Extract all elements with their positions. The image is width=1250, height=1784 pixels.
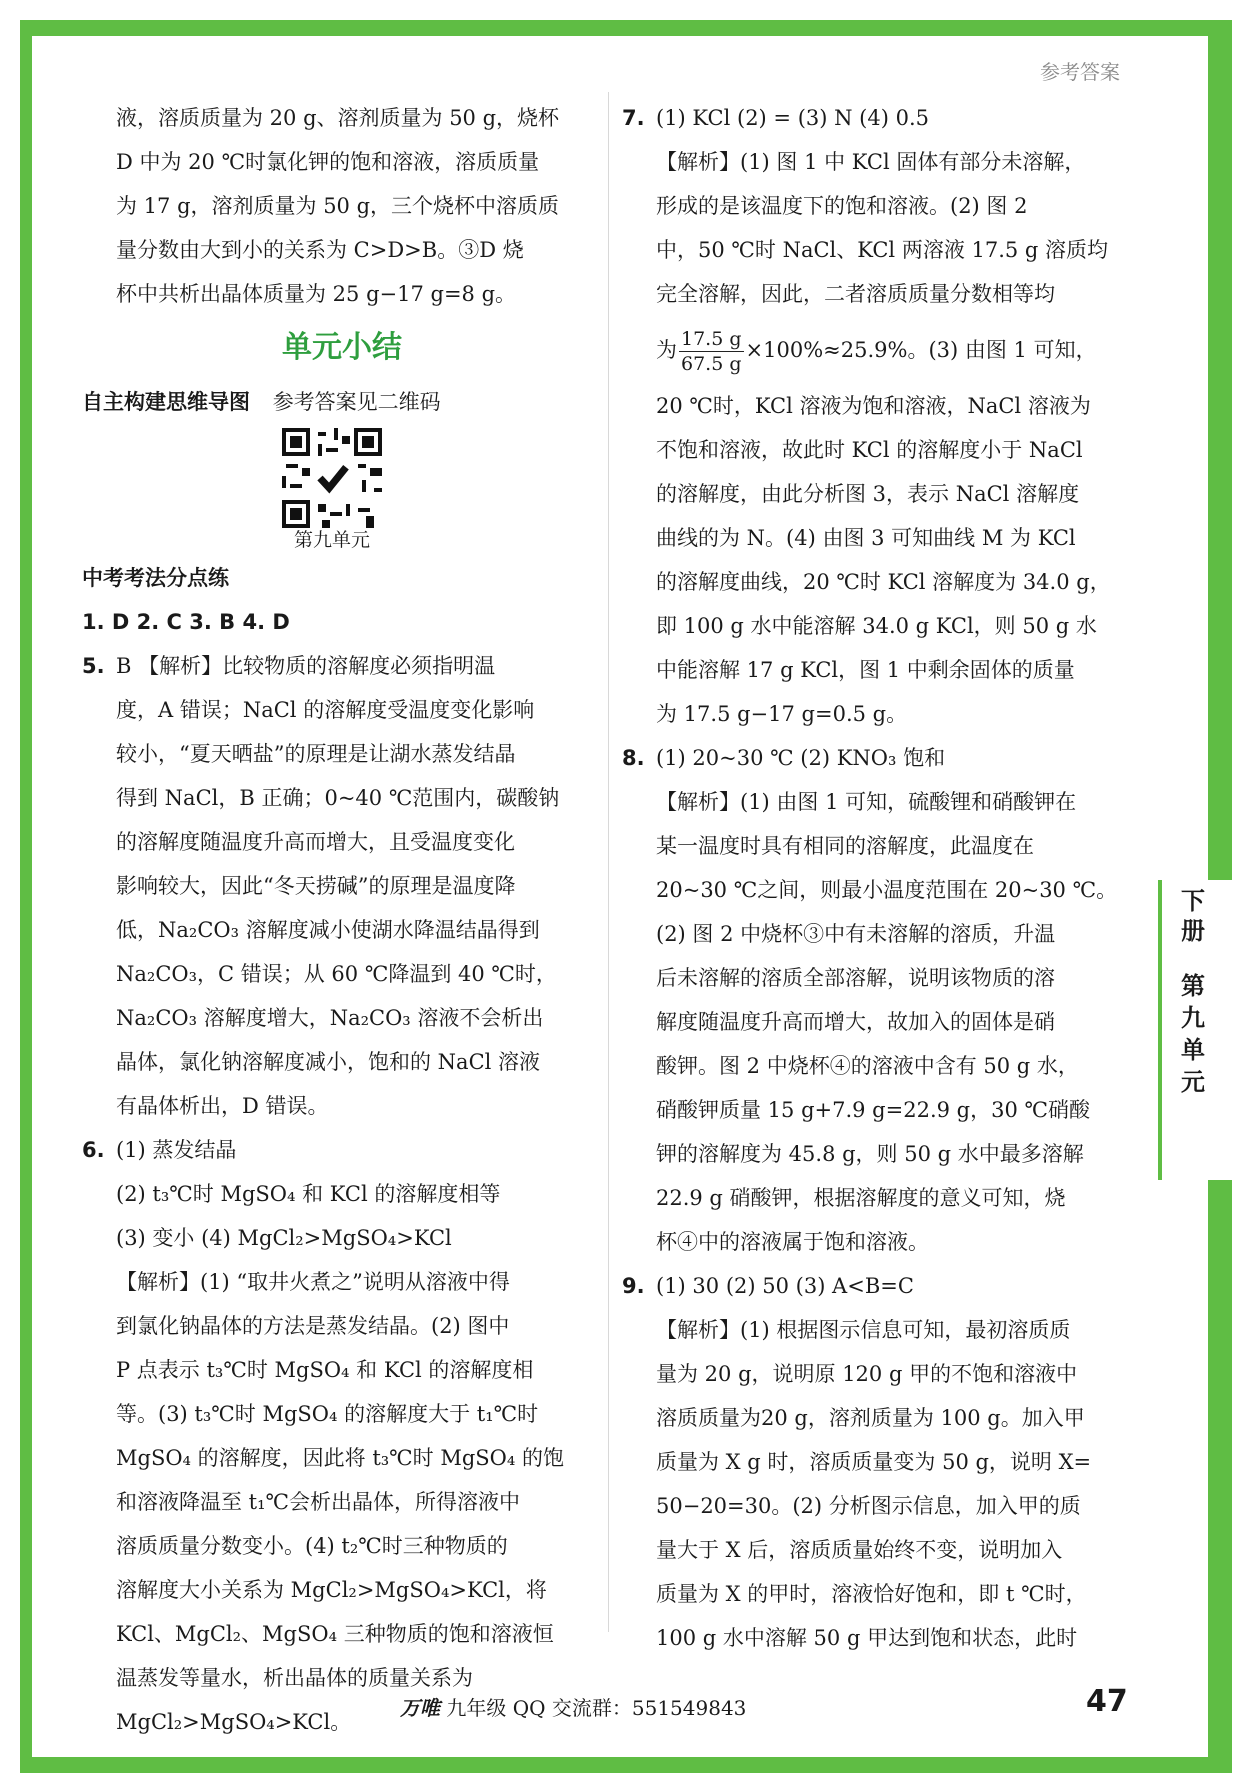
text-line: Na₂CO₃，C 错误；从 60 ℃降温到 40 ℃时， — [116, 962, 557, 986]
frame-top-border — [20, 20, 1232, 36]
text-line: 100 g 水中溶解 50 g 甲达到饱和状态，此时 — [656, 1626, 1078, 1650]
text-line: 量大于 X 后，溶质质量始终不变，说明加入 — [656, 1538, 1063, 1562]
q7-answer-line — [622, 96, 1142, 140]
text-line: 【解析】(1) 图 1 中 KCl 固体有部分未溶解， — [656, 150, 1086, 174]
text-line: 20~30 ℃之间，则最小温度范围在 20~30 ℃。 — [656, 878, 1118, 902]
text-line: 【解析】(1) 由图 1 可知，硫酸锂和硝酸钾在 — [656, 790, 1077, 814]
q5-first-line — [82, 644, 602, 688]
text-line: 中，50 ℃时 NaCl、KCl 两溶液 17.5 g 溶质均 — [656, 238, 1109, 262]
answer-text: (1) 20~30 ℃ (2) KNO₃ 饱和 — [656, 746, 946, 770]
right-column — [622, 96, 1142, 1660]
q9-answer-line — [622, 1264, 1142, 1308]
text-line: 即 100 g 水中能溶解 34.0 g KCl，则 50 g 水 — [656, 614, 1097, 638]
text-line: 温蒸发等量水，析出晶体的质量关系为 — [116, 1666, 473, 1690]
text-line: 中能溶解 17 g KCl，图 1 中剩余固体的质量 — [656, 658, 1075, 682]
footer — [400, 1692, 746, 1721]
text-line: 为 17.5 g−17 g=0.5 g。 — [656, 702, 908, 726]
text-line: 影响较大，因此“冬天捞碱”的原理是温度降 — [116, 874, 516, 898]
text-line: 的溶解度曲线，20 ℃时 KCl 溶解度为 34.0 g， — [656, 570, 1111, 594]
side-char: 元 — [1181, 1068, 1205, 1096]
text-line: 溶质质量分数变小。(4) t₂℃时三种物质的 — [116, 1534, 508, 1558]
footer-brand: 万唯 — [400, 1696, 440, 1720]
text-line: 晶体，氯化钠溶解度减小，饱和的 NaCl 溶液 — [116, 1050, 541, 1074]
mind-map-label: 自主构建思维导图 — [82, 390, 250, 414]
text-line: 液，溶质质量为 20 g、溶剂质量为 50 g，烧杯 — [116, 106, 560, 130]
text-line: 为 17 g，溶剂质量为 50 g，三个烧杯中溶质质 — [116, 194, 560, 218]
fraction-prefix: 为 — [656, 338, 677, 362]
text-line: P 点表示 t₃℃时 MgSO₄ 和 KCl 的溶解度相 — [116, 1358, 534, 1382]
header-label: 参考答案 — [1040, 60, 1120, 84]
side-char: 单 — [1181, 1036, 1205, 1064]
text-line: 等。(3) t₃℃时 MgSO₄ 的溶解度大于 t₁℃时 — [116, 1402, 539, 1426]
text-line: 溶质质量为20 g，溶剂质量为 100 g。加入甲 — [656, 1406, 1085, 1430]
text-line: 曲线的为 N。(4) 由图 3 可知曲线 M 为 KCl — [656, 526, 1076, 550]
text-line: (2) t₃℃时 MgSO₄ 和 KCl 的溶解度相等 — [116, 1182, 501, 1206]
question-number: 9. — [622, 1274, 645, 1298]
text-line: 度，A 错误；NaCl 的溶解度受温度变化影响 — [116, 698, 535, 722]
text-line: 溶解度大小关系为 MgCl₂>MgSO₄>KCl，将 — [116, 1578, 547, 1602]
text-line: 质量为 X g 时，溶质质量变为 50 g，说明 X= — [656, 1450, 1092, 1474]
side-tab-unit — [1158, 970, 1228, 1098]
question-number: 8. — [622, 746, 645, 770]
fraction-suffix: ×100%≈25.9%。(3) 由图 1 可知， — [745, 338, 1097, 362]
text-line: D 中为 20 ℃时氯化钾的饱和溶液，溶质质量 — [116, 150, 540, 174]
question-number: 5. — [82, 654, 105, 678]
text-line: 质量为 X 的甲时，溶液恰好饱和，即 t ℃时， — [656, 1582, 1087, 1606]
text-line: 有晶体析出，D 错误。 — [116, 1094, 329, 1118]
footer-text: 九年级 QQ 交流群：551549843 — [446, 1696, 747, 1720]
text-line: 22.9 g 硝酸钾，根据溶解度的意义可知，烧 — [656, 1186, 1066, 1210]
text-line: B 【解析】比较物质的溶解度必须指明温 — [116, 654, 496, 678]
text-line: 【解析】(1) 根据图示信息可知，最初溶质质 — [656, 1318, 1071, 1342]
frame-left-border — [20, 20, 32, 1773]
answers-1-4: 1. D 2. C 3. B 4. D — [82, 610, 290, 634]
page-number: 47 — [1086, 1684, 1128, 1719]
text-line: 硝酸钾质量 15 g+7.9 g=22.9 g，30 ℃硝酸 — [656, 1098, 1090, 1122]
text-line: (2) 图 2 中烧杯③中有未溶解的溶质，升温 — [656, 922, 1056, 946]
answer-text: (1) KCl (2) = (3) N (4) 0.5 — [656, 106, 929, 130]
text-line: Na₂CO₃ 溶解度增大，Na₂CO₃ 溶液不会析出 — [116, 1006, 544, 1030]
text-line: 的溶解度，由此分析图 3，表示 NaCl 溶解度 — [656, 482, 1080, 506]
text-line: 量为 20 g，说明原 120 g 甲的不饱和溶液中 — [656, 1362, 1078, 1386]
exam-section-title: 中考考法分点练 — [82, 566, 229, 590]
side-char: 册 — [1181, 917, 1205, 945]
text-line: 杯中共析出晶体质量为 25 g−17 g=8 g。 — [116, 282, 517, 306]
text-line: 后未溶解的溶质全部溶解，说明该物质的溶 — [656, 966, 1055, 990]
text-line: 得到 NaCl，B 正确；0~40 ℃范围内，碳酸钠 — [116, 786, 560, 810]
text-line: 不饱和溶液，故此时 KCl 的溶解度小于 NaCl — [656, 438, 1083, 462]
text-line: 量分数由大到小的关系为 C>D>B。③D 烧 — [116, 238, 524, 262]
text-line: (3) 变小 (4) MgCl₂>MgSO₄>KCl — [116, 1226, 452, 1250]
side-tab-volume — [1158, 886, 1228, 946]
text-line: KCl、MgCl₂、MgSO₄ 三种物质的饱和溶液恒 — [116, 1622, 554, 1646]
mind-map-row — [82, 380, 602, 424]
unit-summary-title: 单元小结 — [282, 330, 402, 365]
column-divider — [608, 92, 609, 1632]
text-line: 20 ℃时，KCl 溶液为饱和溶液，NaCl 溶液为 — [656, 394, 1091, 418]
question-number: 6. — [82, 1138, 105, 1162]
text-line: 酸钾。图 2 中烧杯④的溶液中含有 50 g 水， — [656, 1054, 1079, 1078]
answer-text: (1) 30 (2) 50 (3) A<B=C — [656, 1274, 914, 1298]
text-line: 杯④中的溶液属于饱和溶液。 — [656, 1230, 929, 1254]
frame-bottom-border — [20, 1757, 1232, 1773]
mind-map-note: 参考答案见二维码 — [272, 390, 441, 414]
text-line: 某一温度时具有相同的溶解度，此温度在 — [656, 834, 1034, 858]
text-line: MgCl₂>MgSO₄>KCl。 — [116, 1710, 352, 1734]
text-line: 完全溶解，因此，二者溶质质量分数相等均 — [656, 282, 1055, 306]
text-line: 【解析】(1) “取井火煮之”说明从溶液中得 — [116, 1270, 510, 1294]
fraction-denominator: 67.5 g — [681, 353, 742, 375]
fraction-line — [622, 316, 1142, 384]
qr-block — [82, 424, 602, 556]
text-line: 和溶液降温至 t₁℃会析出晶体，所得溶液中 — [116, 1490, 521, 1514]
question-number: 7. — [622, 106, 645, 130]
text-line: 到氯化钠晶体的方法是蒸发结晶。(2) 图中 — [116, 1314, 510, 1338]
side-char: 九 — [1181, 1004, 1205, 1032]
side-char: 下 — [1181, 887, 1205, 915]
text-line: 钾的溶解度为 45.8 g，则 50 g 水中最多溶解 — [656, 1142, 1084, 1166]
q8-answer-line — [622, 736, 1142, 780]
text-line: 的溶解度随温度升高而增大，且受温度变化 — [116, 830, 515, 854]
text-line: 形成的是该温度下的饱和溶液。(2) 图 2 — [656, 194, 1028, 218]
text-line: 低，Na₂CO₃ 溶解度减小使湖水降温结晶得到 — [116, 918, 540, 942]
qr-code-icon[interactable] — [282, 428, 382, 528]
fraction-numerator: 17.5 g — [681, 328, 742, 350]
text-line: 解度随温度升高而增大，故加入的固体是硝 — [656, 1010, 1055, 1034]
text-line: 50−20=30。(2) 分析图示信息，加入甲的质 — [656, 1494, 1081, 1518]
q6-first-line — [82, 1128, 602, 1172]
qr-caption: 第九单元 — [293, 529, 370, 551]
side-char: 第 — [1181, 972, 1205, 1000]
fraction — [679, 327, 744, 376]
text-line: 较小，“夏天晒盐”的原理是让湖水蒸发结晶 — [116, 742, 516, 766]
left-column — [82, 96, 602, 1744]
text-line: MgSO₄ 的溶解度，因此将 t₃℃时 MgSO₄ 的饱 — [116, 1446, 564, 1470]
text-line: (1) 蒸发结晶 — [116, 1138, 237, 1162]
